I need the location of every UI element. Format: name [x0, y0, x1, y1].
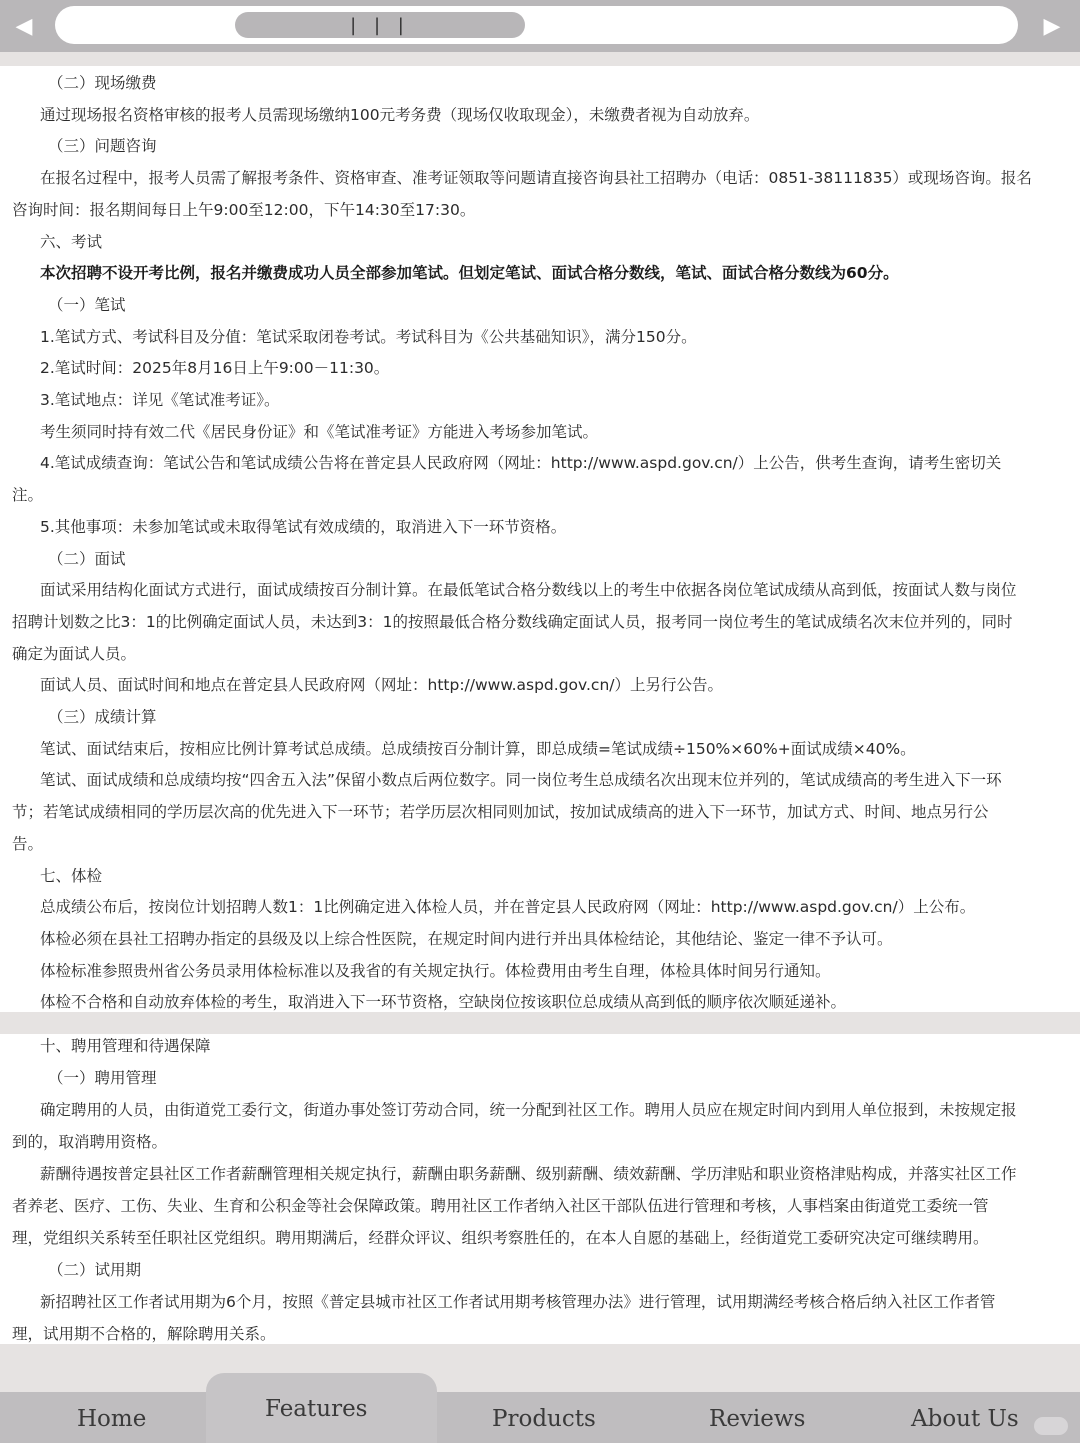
paragraph-line: 招聘计划数之比3：1的比例确定面试人员，未达到3：1的按照最低合格分数线确定面试人员，报考同一岗位考生的笔试成绩名次末位并列的，同时	[12, 612, 1013, 631]
paragraph-line: 4.笔试成绩查询：笔试公告和笔试成绩公告将在普定县人民政府网（网址：http://www.aspd.gov.cn/）上公告，供考生查询，请考生密切关	[40, 454, 1002, 473]
paragraph-line: （三）成绩计算	[48, 708, 157, 726]
tab-features[interactable]: Features	[265, 1396, 368, 1422]
paragraph-line: 面试人员、面试时间和地点在普定县人民政府网（网址：http://www.aspd.gov.cn/）上另行公告。	[40, 676, 723, 695]
paragraph-line: （二）面试	[48, 549, 126, 568]
paragraph-line: （三）问题咨询	[48, 137, 157, 156]
paragraph-line: 确定聘用的人员，由街道党工委行文，街道办事处签订劳动合同，统一分配到社区工作。聘用人员应在规定时间内到用人单位报到，未按规定报	[40, 1101, 1017, 1119]
paragraph-line: 者养老、医疗、工伤、失业、生育和公积金等社会保障政策。聘用社区工作者纳入社区干部队伍进行管理和考核，人事档案由街道党工委统一管	[12, 1197, 989, 1215]
tab-reviews[interactable]: Reviews	[709, 1406, 806, 1432]
chevron-left-icon[interactable]: ◀	[15, 13, 33, 39]
drag-handle[interactable]: | | |	[235, 12, 525, 38]
paragraph-line: 薪酬待遇按普定县社区工作者薪酬管理相关规定执行，薪酬由职务薪酬、级别薪酬、绩效薪酬、学历津贴和职业资格津贴构成，并落实社区工作	[40, 1165, 1017, 1183]
paragraph-line: 总成绩公布后，按岗位计划招聘人数1：1比例确定进入体检人员，并在普定县人民政府网（网址：http://www.aspd.gov.cn/）上公布。	[40, 898, 976, 917]
tab-home[interactable]: Home	[77, 1406, 147, 1432]
address-bar[interactable]	[55, 6, 1018, 44]
paragraph-line: 节；若笔试成绩相同的学历层次高的优先进入下一环节；若学历层次相同则加试，按加试成绩高的进入下一环节，加试方式、时间、地点另行公	[12, 803, 989, 822]
paragraph-line: 确定为面试人员。	[12, 644, 137, 663]
paragraph-line: 新招聘社区工作者试用期为6个月，按照《普定县城市社区工作者试用期考核管理办法》进行管理，试用期满经考核合格后纳入社区工作者管	[40, 1293, 996, 1311]
paragraph-line: 咨询时间：报名期间每日上午9:00至12:00，下午14:30至17:30。	[12, 200, 476, 219]
paragraph-line: 告。	[12, 834, 44, 853]
watermark-badge	[1034, 1417, 1068, 1435]
paragraph-line: 到的，取消聘用资格。	[12, 1133, 168, 1151]
paragraph-line: 体检不合格和自动放弃体检的考生，取消进入下一环节资格，空缺岗位按该职位总成绩从高到低的顺序依次顺延递补。	[40, 993, 847, 1012]
paragraph-line: 在报名过程中，报考人员需了解报考条件、资格审查、准考证领取等问题请直接咨询县社工招聘办（电话：0851-38111835）或现场咨询。报名	[40, 169, 1032, 188]
paragraph-line: 理，党组织关系转至任职社区党组织。聘用期满后，经群众评议、组织考察胜任的，在本人自愿的基础上，经街道党工委研究决定可继续聘用。	[12, 1229, 989, 1247]
tab-products[interactable]: Products	[492, 1406, 596, 1432]
paragraph-line: 本次招聘不设开考比例，报名并缴费成功人员全部参加笔试。但划定笔试、面试合格分数线，笔试、面试合格分数线为60分。	[40, 264, 899, 283]
paragraph-line: 体检必须在县社工招聘办指定的县级及以上综合性医院，在规定时间内进行并出具体检结论，其他结论、鉴定一律不予认可。	[40, 929, 893, 948]
paragraph-line: 注。	[12, 486, 44, 505]
chevron-right-icon[interactable]: ▶	[1043, 13, 1061, 39]
paragraph-line: 2.笔试时间：2025年8月16日上午9:00－11:30。	[40, 359, 390, 378]
document-section-employment	[0, 1034, 1080, 1344]
paragraph-line: （一）聘用管理	[48, 1069, 157, 1087]
paragraph-line: 1.笔试方式、考试科目及分值：笔试采取闭卷考试。考试科目为《公共基础知识》，满分150分。	[40, 327, 697, 346]
paragraph-line: 十、聘用管理和待遇保障	[40, 1037, 211, 1055]
tab-about-us[interactable]: About Us	[911, 1406, 1019, 1432]
paragraph-line: 六、考试	[40, 232, 103, 251]
paragraph-line: 考生须同时持有效二代《居民身份证》和《笔试准考证》方能进入考场参加笔试。	[40, 422, 599, 441]
paragraph-line: 体检标准参照贵州省公务员录用体检标准以及我省的有关规定执行。体检费用由考生自理，体检具体时间另行通知。	[40, 961, 831, 980]
texture-band-top	[0, 52, 1080, 66]
texture-band-middle	[0, 1012, 1080, 1034]
top-bar	[0, 0, 1080, 52]
paragraph-line: 5.其他事项：未参加笔试或未取得笔试有效成绩的，取消进入下一环节资格。	[40, 517, 567, 536]
paragraph-line: 通过现场报名资格审核的报考人员需现场缴纳100元考务费（现场仅收取现金），未缴费者视为自动放弃。	[40, 105, 760, 124]
paragraph-line: 笔试、面试结束后，按相应比例计算考试总成绩。总成绩按百分制计算，即总成绩=笔试成绩÷150%×60%+面试成绩×40%。	[40, 739, 916, 758]
paragraph-line: 面试采用结构化面试方式进行，面试成绩按百分制计算。在最低笔试合格分数线以上的考生中依据各岗位笔试成绩从高到低，按面试人数与岗位	[40, 581, 1017, 600]
paragraph-line: 笔试、面试成绩和总成绩均按“四舍五入法”保留小数点后两位数字。同一岗位考生总成绩名次出现末位并列的，笔试成绩高的考生进入下一环	[40, 771, 1002, 790]
paragraph-line: （二）现场缴费	[48, 74, 157, 92]
document-section-exam	[0, 66, 1080, 1012]
paragraph-line: 3.笔试地点：详见《笔试准考证》。	[40, 391, 280, 409]
texture-band-bottom	[0, 1344, 1080, 1392]
paragraph-line: 理，试用期不合格的，解除聘用关系。	[12, 1325, 276, 1343]
paragraph-line: （二）试用期	[48, 1261, 142, 1279]
paragraph-line: 七、体检	[40, 866, 103, 885]
paragraph-line: （一）笔试	[48, 295, 126, 314]
